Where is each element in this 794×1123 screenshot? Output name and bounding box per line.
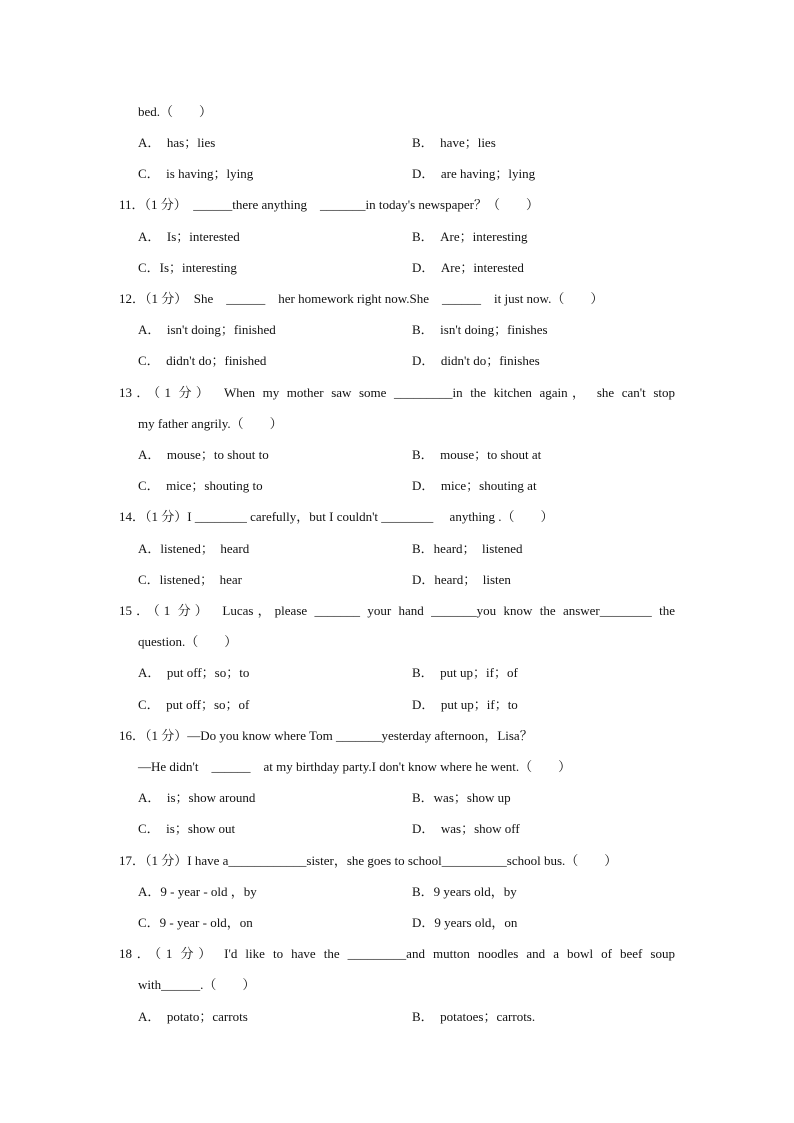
q16-option-b: B．was；show up xyxy=(412,790,511,805)
q12-option-b: B． isn't doing；finishes xyxy=(412,322,548,337)
q17-option-b: B．9 years old，by xyxy=(412,884,517,899)
q13-option-a: A． mouse；to shout to xyxy=(138,447,269,462)
q12-option-c: C． didn't do；finished xyxy=(138,353,267,368)
q12-stem: 12．（1 分） She ______ her homework right now.She ______ it just now.（ ） xyxy=(119,291,604,306)
q14-option-b: B．heard； listened xyxy=(412,541,523,556)
q18-stem: 18．（1 分） I'd like to have the _________and mutton noodles and a bowl of beef soup xyxy=(119,946,675,961)
q11-stem: 11．（1 分） ______there anything _______in today's newspaper？（ ） xyxy=(119,197,539,212)
q11-option-d: D． Are；interested xyxy=(412,260,524,275)
q11-option-c: C．Is；interesting xyxy=(138,260,237,275)
q10-option-d: D． are having；lying xyxy=(412,166,536,181)
q10-option-b: B． have；lies xyxy=(412,135,496,150)
q11-option-b: B． Are；interesting xyxy=(412,229,528,244)
q16-stem-continuation: —He didn't ______ at my birthday party.I don't know where he went.（ ） xyxy=(138,759,572,774)
q16-option-c: C． is；show out xyxy=(138,821,236,836)
q15-stem: 15．（1 分） Lucas，please _______ your hand _______you know the answer________ the xyxy=(119,603,675,618)
q15-option-b: B． put up；if；of xyxy=(412,665,518,680)
q10-option-c: C． is having；lying xyxy=(138,166,254,181)
q16-option-d: D． was；show off xyxy=(412,821,520,836)
q18-stem-continuation: with______.（ ） xyxy=(138,977,256,992)
q15-option-d: D． put up；if；to xyxy=(412,697,518,712)
q11-option-a: A． Is；interested xyxy=(138,229,240,244)
q12-option-d: D． didn't do；finishes xyxy=(412,353,540,368)
q14-stem: 14．（1 分）I ________ carefully，but I couldn't ________ anything .（ ） xyxy=(119,509,554,524)
q13-stem-continuation: my father angrily.（ ） xyxy=(138,416,283,431)
q15-option-a: A． put off；so；to xyxy=(138,665,250,680)
q13-option-d: D． mice；shouting at xyxy=(412,478,537,493)
q18-option-b: B． potatoes；carrots. xyxy=(412,1009,536,1024)
q17-stem: 17．（1 分）I have a____________sister，she goes to school__________school bus.（ ） xyxy=(119,853,618,868)
q16-stem: 16．（1 分）—Do you know where Tom _______yesterday afternoon，Lisa？ xyxy=(119,728,533,743)
q16-option-a: A． is；show around xyxy=(138,790,256,805)
q17-option-d: D．9 years old，on xyxy=(412,915,518,930)
q10-option-a: A． has；lies xyxy=(138,135,216,150)
q17-option-a: A．9 - year - old ，by xyxy=(138,884,257,899)
q17-option-c: C．9 - year - old，on xyxy=(138,915,253,930)
q14-option-d: D．heard； listen xyxy=(412,572,511,587)
q13-option-c: C． mice；shouting to xyxy=(138,478,263,493)
q10-stem-continuation: bed.（ ） xyxy=(138,104,213,119)
q15-option-c: C． put off；so；of xyxy=(138,697,250,712)
q14-option-a: A．listened； heard xyxy=(138,541,250,556)
q18-option-a: A． potato；carrots xyxy=(138,1009,248,1024)
q13-stem: 13．（1 分） When my mother saw some _________in the kitchen again， she can't stop xyxy=(119,385,675,400)
q14-option-c: C．listened； hear xyxy=(138,572,242,587)
q12-option-a: A． isn't doing；finished xyxy=(138,322,276,337)
q15-stem-continuation: question.（ ） xyxy=(138,634,238,649)
q13-option-b: B． mouse；to shout at xyxy=(412,447,542,462)
